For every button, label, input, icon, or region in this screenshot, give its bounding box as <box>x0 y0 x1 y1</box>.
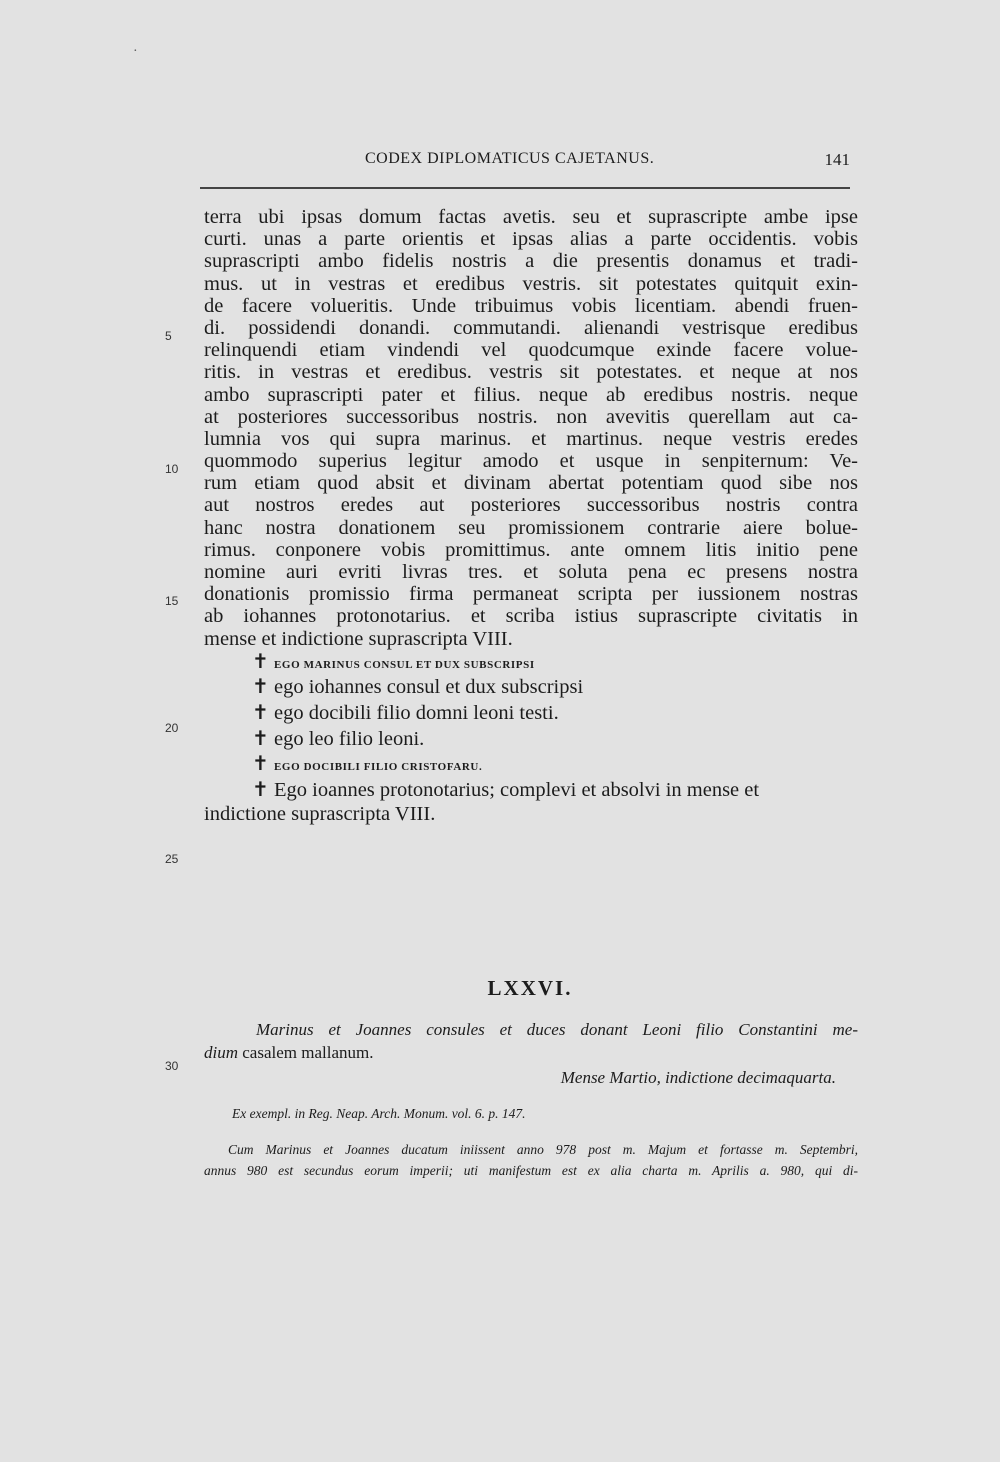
text-line: relinquendi etiam vindendi vel quodcumque exinde facere volue- <box>204 339 858 362</box>
text-line: ab iohannes protonotarius. et scriba istius suprascripte civitatis in <box>204 605 858 628</box>
text-line: mus. ut in vestras et eredibus vestris. sit potestates quitquit exin- <box>204 272 858 295</box>
cross-icon: ✝ <box>252 650 270 673</box>
running-header <box>205 150 850 178</box>
text-line: mense et indictione suprascripta VIII. <box>204 627 513 650</box>
text-line: nomine auri evriti livras tres. et soluta pena ec presens nostra <box>204 561 858 583</box>
subscription-text: ego iohannes consul et dux subscripsi <box>274 676 584 699</box>
text-line: suprascripti ambo fidelis nostris a die presentis donamus et tradi- <box>204 250 858 273</box>
text-line: quommodo superius legitur amodo et usque in senpiternum: Ve- <box>204 450 858 473</box>
cross-icon: ✝ <box>252 727 269 750</box>
closing-line <box>204 778 858 802</box>
subscription-text: ego docibili filio domni leoni testi. <box>274 701 559 724</box>
stray-mark: · <box>133 44 138 59</box>
page-number: 141 <box>824 150 850 169</box>
text-line: ritis. in vestras et eredibus. vestris sit potestates. et neque at nos <box>204 361 858 384</box>
main-text <box>204 206 858 826</box>
text-line: rum etiam quod absit et divinam abertat potentiam quod sibe nos <box>204 472 858 495</box>
text-line: di. possidendi donandi. commutandi. alienandi vestrisque eredibus <box>204 316 858 339</box>
document-summary <box>204 1018 858 1064</box>
subscription-line <box>204 650 858 676</box>
closing-text: Ego ioannes protonotarius; complevi et absolvi in mense et <box>274 778 760 801</box>
line-number: 30 <box>165 1059 179 1073</box>
text-line: terra ubi ipsas domum factas avetis. seu et suprascripte ambe ipse <box>204 206 858 228</box>
text-line: at posteriores successoribus nostris. non avevitis querellam aut ca- <box>204 405 858 428</box>
text-line: donationis promissio firma permaneat scripta per iussionem nostras <box>204 583 858 606</box>
subscription-text: EGO MARINUS CONSUL ET DUX SUBSCRIPSI <box>274 658 535 671</box>
subscription-line <box>204 675 858 701</box>
date-line: Mense Martio, indictione decimaquarta. <box>560 1068 836 1087</box>
subscription-line <box>204 752 858 778</box>
text-line: ambo suprascripti pater et filius. neque ab eredibus nostris. neque <box>204 383 858 406</box>
line-number: 5 <box>165 329 172 343</box>
source-note: Ex exempl. in Reg. Neap. Arch. Monum. vol. 6. p. 147. <box>232 1106 526 1121</box>
line-number: 20 <box>165 721 179 735</box>
cross-icon: ✝ <box>252 778 269 801</box>
cross-icon: ✝ <box>252 753 270 776</box>
footnote-line: annus 980 est secundus eorum imperii; uti manifestum est ex alia charta m. Aprilis a. 980, qui di- <box>204 1163 858 1178</box>
footnote-line: Cum Marinus et Joannes ducatum iniissent anno 978 post m. Majum et fortasse m. Septembri, <box>228 1142 858 1157</box>
summary-italic-word: dium <box>204 1043 238 1062</box>
closing-line: indictione suprascripta VIII. <box>204 802 436 825</box>
text-line: hanc nostra donationem seu promissionem contrarie aiere bolue- <box>204 516 858 539</box>
line-number: 10 <box>165 462 179 476</box>
text-line: rimus. conponere vobis promittimus. ante omnem litis initio pene <box>204 538 858 561</box>
text-line: lumnia vos qui supra marinus. et martinus. neque vestris eredes <box>204 427 858 450</box>
header-title: CODEX DIPLOMATICUS CAJETANUS. <box>365 150 655 167</box>
cross-icon: ✝ <box>252 676 269 699</box>
subscription-line <box>204 727 858 753</box>
summary-line <box>204 1041 858 1064</box>
summary-line: Marinus et Joannes consules et duces donant Leoni filio Constantini me- <box>256 1020 858 1039</box>
line-number: 25 <box>165 852 179 866</box>
subscription-text: EGO DOCIBILI FILIO CRISTOFARU. <box>274 761 483 774</box>
cross-icon: ✝ <box>252 701 269 724</box>
subscription-line <box>204 701 858 727</box>
line-number: 15 <box>165 594 179 608</box>
text-line: de facere volueritis. Unde tribuimus vobis licentiam. abendi fruen- <box>204 294 858 317</box>
text-line: curti. unas a parte orientis et ipsas alias a parte occidentis. vobis <box>204 228 858 251</box>
subscription-text: ego leo filio leoni. <box>274 727 425 750</box>
footnote <box>204 1139 858 1181</box>
document-number: LXXVI. <box>487 976 573 1000</box>
summary-text: casalem mallanum. <box>242 1043 374 1062</box>
header-rule <box>200 187 850 189</box>
text-line: aut nostros eredes aut posteriores successoribus nostris contra <box>204 494 858 517</box>
